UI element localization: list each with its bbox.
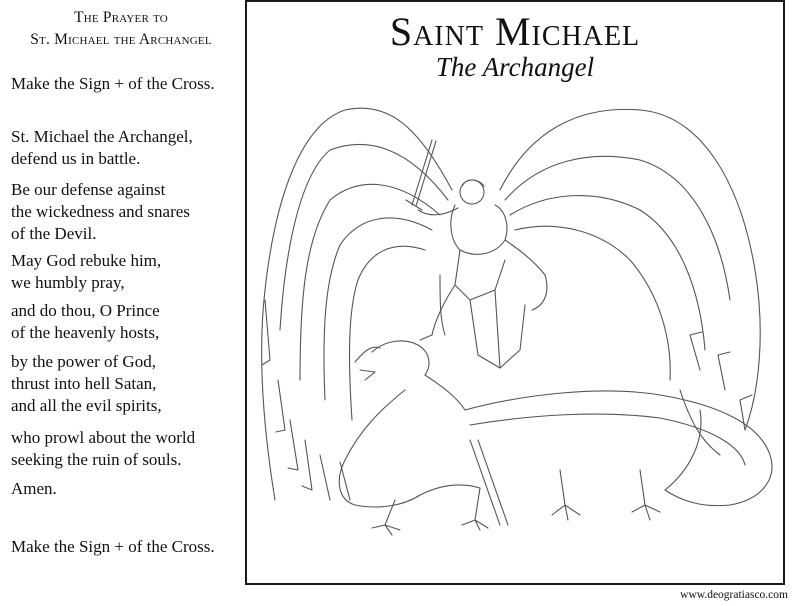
dragon-drawing [339,341,772,535]
prayer-line: Make the Sign + of the Cross. [11,74,215,93]
right-wing-drawing [500,109,760,455]
prayer-line: the wickedness and snares [11,202,190,221]
prayer-line: Make the Sign + of the Cross. [11,537,215,556]
prayer-line: of the Devil. [11,224,97,243]
prayer-line: St. Michael the Archangel, [11,127,193,146]
prayer-line: we humbly pray, [11,273,125,292]
prayer-line: seeking the ruin of souls. [11,450,182,469]
prayer-line: Be our defense against [11,180,166,199]
prayer-title-line2: St. Michael the Archangel [30,31,212,48]
prayer-line: thrust into hell Satan, [11,374,157,393]
prayer-column [0,0,240,606]
page-subtitle: The Archangel [435,52,595,82]
page-title: Saint Michael [389,9,641,54]
prayer-title [0,7,242,51]
prayer-line: of the heavenly hosts, [11,323,160,342]
prayer-title-line1: The Prayer to [74,9,168,26]
prayer-line: defend us in battle. [11,149,141,168]
prayer-line: who prowl about the world [11,428,196,447]
prayer-line: May God rebuke him, [11,251,162,270]
st-michael-dragon-illustration [247,90,783,583]
prayer-line: and all the evil spirits, [11,396,162,415]
archangel-figure-drawing [406,140,547,368]
prayer-line-amen: Amen. [11,479,57,498]
prayer-line: by the power of God, [11,352,156,371]
footer-url[interactable]: www.deogratiasco.com [680,589,788,601]
prayer-line: and do thou, O Prince [11,301,160,320]
